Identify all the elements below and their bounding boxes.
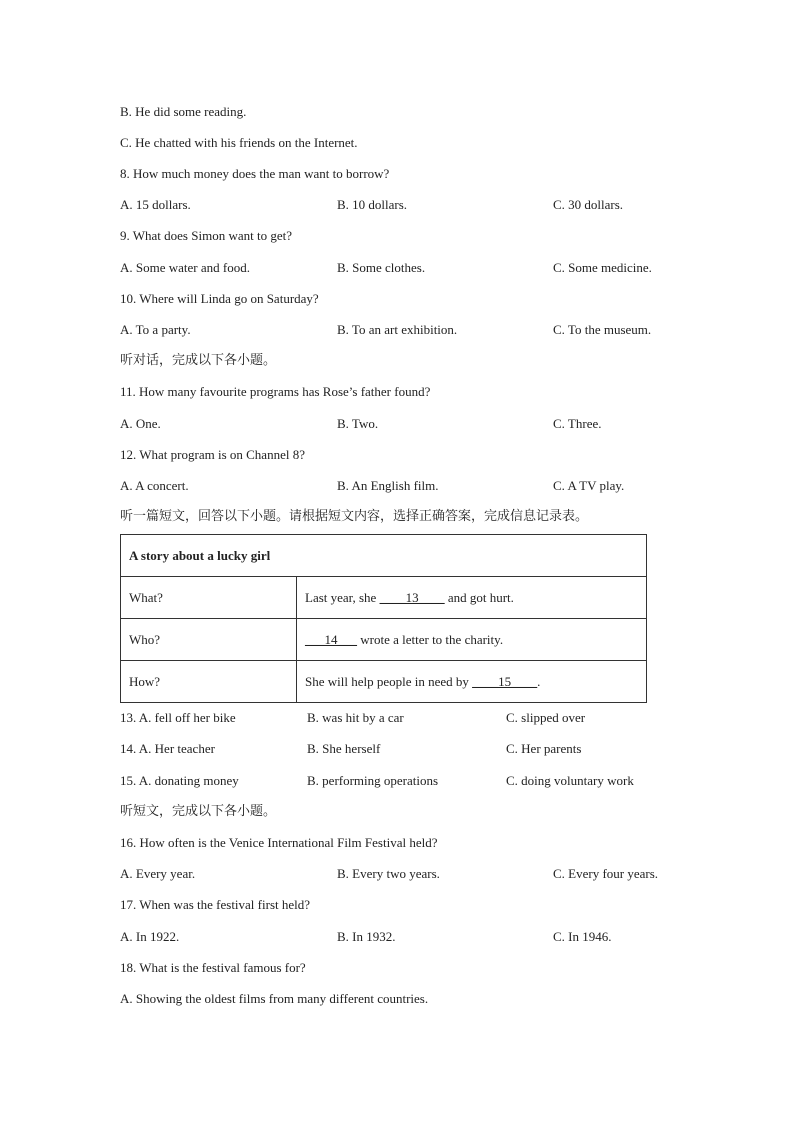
q8-option-a: A. 15 dollars. <box>120 197 191 212</box>
q15-option-b: B. performing operations <box>307 773 439 788</box>
row-text-post: and got hurt. <box>444 589 514 605</box>
q9-option-a: A. Some water and food. <box>120 260 250 275</box>
q11-question: 11. How many favourite programs has Rose’s father found? <box>120 384 431 399</box>
q8-question: 8. How much money does the man want to borrow? <box>120 166 390 181</box>
q12-question: 12. What program is on Channel 8? <box>120 447 305 462</box>
q13-option-c: C. slipped over <box>506 710 586 725</box>
q17-option-b: B. In 1932. <box>337 929 396 944</box>
q9-option-c: C. Some medicine. <box>553 260 652 275</box>
q18-question: 18. What is the festival famous for? <box>120 960 306 975</box>
blank-13: ____13____ <box>379 589 445 605</box>
q12-option-c: C. A TV play. <box>553 478 625 493</box>
q11-option-c: C. Three. <box>553 416 602 431</box>
q11-option-b: B. Two. <box>337 416 379 431</box>
row-text-post: wrote a letter to the charity. <box>357 631 504 647</box>
q12-option-b: B. An English film. <box>337 478 439 493</box>
q16-option-a: A. Every year. <box>120 866 196 881</box>
q8-option-c: C. 30 dollars. <box>553 197 624 212</box>
info-record-table <box>120 534 647 703</box>
q11-option-a: A. One. <box>120 416 161 431</box>
q14-option-c: C. Her parents <box>506 741 582 756</box>
row-text-post: . <box>537 673 541 689</box>
row-content <box>297 661 647 703</box>
q15-option-c: C. doing voluntary work <box>506 773 634 788</box>
table-row <box>121 619 647 661</box>
q10-option-a: A. To a party. <box>120 322 191 337</box>
q17-option-c: C. In 1946. <box>553 929 612 944</box>
q8-option-b: B. 10 dollars. <box>337 197 408 212</box>
q10-option-b: B. To an art exhibition. <box>337 322 458 337</box>
q13-option-b: B. was hit by a car <box>307 710 404 725</box>
q18-option-a: A. Showing the oldest films from many different countries. <box>120 991 429 1006</box>
q14-option-a: 14. A. Her teacher <box>120 741 215 756</box>
q13-option-a: 13. A. fell off her bike <box>120 710 236 725</box>
q17-question: 17. When was the festival first held? <box>120 897 311 912</box>
q16-option-c: C. Every four years. <box>553 866 659 881</box>
section-dialog-instruction: 听对话，完成以下各小题。 <box>120 353 277 368</box>
q9-question: 9. What does Simon want to get? <box>120 228 292 243</box>
q14-option-b: B. She herself <box>307 741 381 756</box>
q12-option-a: A. A concert. <box>120 478 189 493</box>
table-row <box>121 577 647 619</box>
section-passage-instruction: 听一篇短文，回答以下小题。请根据短文内容，选择正确答案，完成信息记录表。 <box>120 509 589 524</box>
row-label: Who? <box>121 619 297 661</box>
q15-option-a: 15. A. donating money <box>120 773 239 788</box>
q9-option-b: B. Some clothes. <box>337 260 426 275</box>
row-content <box>297 577 647 619</box>
q7-option-c: C. He chatted with his friends on the Internet. <box>120 135 358 150</box>
row-text-pre: She will help people in need by <box>305 673 473 689</box>
q16-question: 16. How often is the Venice International Film Festival held? <box>120 835 438 850</box>
section-short-instruction: 听短文，完成以下各小题。 <box>120 804 277 819</box>
row-label: How? <box>121 661 297 703</box>
table-row <box>121 661 647 703</box>
blank-15: ____15____ <box>472 673 538 689</box>
q10-option-c: C. To the museum. <box>553 322 652 337</box>
q16-option-b: B. Every two years. <box>337 866 440 881</box>
blank-14: ___14___ <box>305 631 357 647</box>
q17-option-a: A. In 1922. <box>120 929 180 944</box>
row-text-pre: Last year, she <box>305 589 380 605</box>
q10-question: 10. Where will Linda go on Saturday? <box>120 291 319 306</box>
table-title: A story about a lucky girl <box>121 535 647 577</box>
q7-option-b: B. He did some reading. <box>120 104 247 119</box>
row-content <box>297 619 647 661</box>
row-label: What? <box>121 577 297 619</box>
